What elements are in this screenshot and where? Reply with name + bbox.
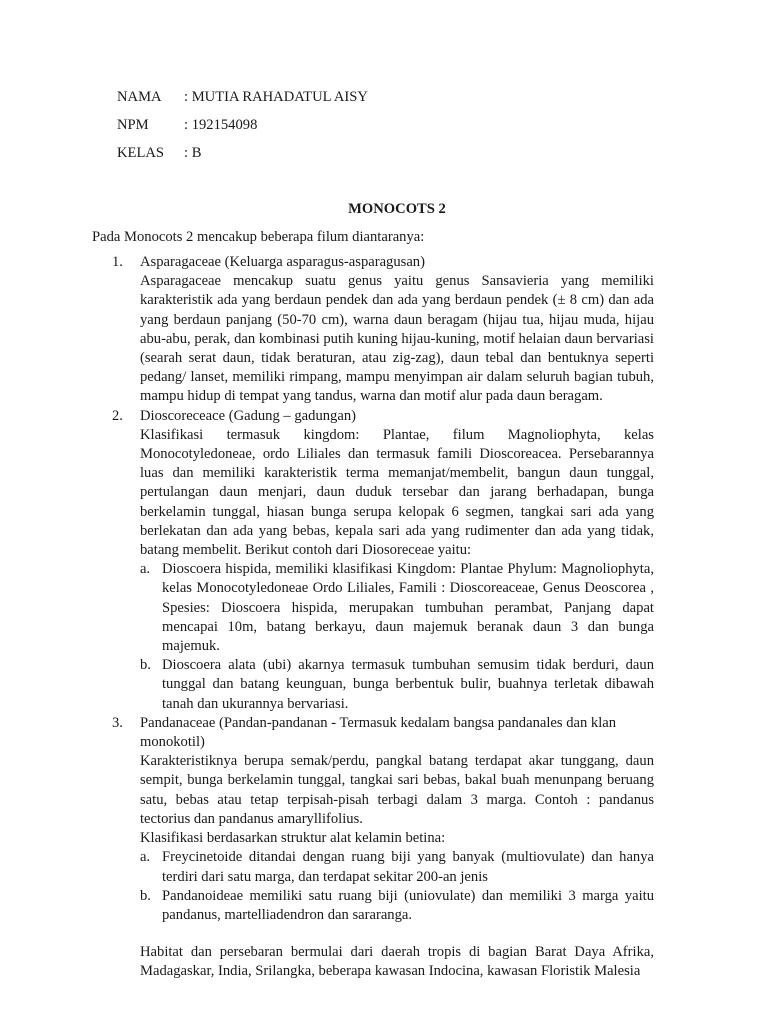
item-body: Asparagaceae mencakup suatu genus yaitu genus Sansavieria yang memiliki karakteristik ada yang berdaun pendek dan ada yang berdaun pendek (± 8 cm) dan ada yang berdaun panjang (50-70 cm), warna daun beragam (hijau tua, hijau muda, hijau abu-abu, perak, dan kombinasi putih kuning hijau-kuning, motif helaian daun bervariasi (searah serat daun, tidak beraturan, atau zig-zag), daun tebal dan bentuknya seperti pedang/ lanset, memiliki rimpang, mampu menyimpan air dalam seluruh bagian tubuh, mampu hidup di tempat yang tandus, warna dan motif alur pada daun beragam. [140, 273, 654, 405]
item-body-classification: Klasifikasi berdasarkan struktur alat kelamin betina: [140, 830, 446, 847]
document-title: MONOCOTS 2 [348, 201, 446, 217]
intro-paragraph: Pada Monocots 2 mencakup beberapa filum diantaranya: [92, 229, 425, 245]
list-item-pandanaceae [92, 714, 654, 982]
sub-item-text: Dioscoera hispida, memiliki klasifikasi Kingdom: Plantae Phylum: Magnoliophyta, kelas Monocotyledoneae Ordo Liliales, Famili : Dioscoreaceae, Genus Deoscorea , Spesies: Dioscoera hispida, merupakan tumbuhan perambat, Panjang dapat mencapai 10m, batang berkayu, daun majemuk beranak daun 3 dan bunga majemuk. [162, 561, 654, 655]
paragraph-gap [140, 925, 654, 943]
kelas-value: : B [184, 145, 202, 161]
nama-label: NAMA [117, 89, 162, 105]
sub-item-letter: b. [140, 887, 151, 904]
sub-item-letter: a. [140, 849, 151, 866]
item-body: Karakteristiknya berupa semak/perdu, pangkal batang terdapat akar tunggang, daun sempit, bunga berkelamin tunggal, tangkai sari bebas, bakal buah menunpang beruang satu, bebas atau tetap terpisah-pisah terbagi dalam 3 marga. Contoh : pandanus tectorius dan pandanus amaryllifolius. [140, 753, 654, 827]
closing-paragraph: Habitat dan persebaran bermulai dari daerah tropis di bagian Barat Daya Afrika, Madagaskar, India, Srilangka, beberapa kawasan Indocina, kawasan Floristik Malesia [140, 944, 654, 980]
sub-item-text: Pandanoideae memiliki satu ruang biji (uniovulate) dan memiliki 3 marga yaitu pandanus, martelliadendron dan sararanga. [162, 887, 654, 923]
item-number: 2. [112, 407, 123, 424]
sub-item-letter: a. [140, 561, 151, 578]
sub-item-freycinetoide [140, 848, 654, 886]
list-item-asparagaceae [92, 253, 654, 407]
sub-item-letter: b. [140, 657, 151, 674]
document-body [92, 253, 654, 982]
sub-item-dioscoera-alata [140, 656, 654, 714]
item-body: Klasifikasi termasuk kingdom: Plantae, filum Magnoliophyta, kelas Monocotyledoneae, ordo Liliales dan termasuk famili Dioscoreacea. Persebarannya luas dan memiliki karakteristik terma memanjat/membelit, bangun daun tunggal, pertulangan daun menjari, daun duduk tersebar dan jarang berhadapan, bunga berkelamin tunggal, hiasan bunga serupa kelopak 6 segmen, tangkai sari ada yang berlekatan dan ada yang bebas, kepala sari ada yang rudimenter dan ada yang tidak, batang membelit. Berikut contoh dari Diosoreceae yaitu: [140, 426, 654, 559]
item-number: 3. [112, 714, 123, 731]
item-heading: Dioscoreceace (Gadung – gadungan) [140, 407, 356, 424]
nama-value: : MUTIA RAHADATUL AISY [184, 89, 368, 105]
item-heading: Pandanaceae (Pandan-pandanan - Termasuk kedalam bangsa pandanales dan klan monokotil) [140, 714, 617, 751]
sub-item-text: Dioscoera alata (ubi) akarnya termasuk tumbuhan semusim tidak berduri, daun tunggal dan batang keunguan, bunga berbentuk bulir, buahnya terletak dibawah tanah dan ukurannya bervariasi. [162, 657, 654, 712]
list-item-dioscoreceace [92, 407, 654, 714]
sub-item-pandanoideae [140, 887, 654, 925]
kelas-label: KELAS [117, 145, 165, 161]
npm-label: NPM [117, 117, 149, 133]
npm-value: : 192154098 [184, 117, 258, 133]
item-heading: Asparagaceae (Keluarga asparagus-asparagusan) [140, 254, 425, 270]
sub-item-text: Freycinetoide ditandai dengan ruang biji yang banyak (multiovulate) dan hanya terdiri dari satu marga, dan terdapat sekitar 200-an jenis [162, 849, 654, 885]
item-number: 1. [112, 254, 123, 270]
sub-item-dioscoera-hispida [140, 560, 654, 656]
